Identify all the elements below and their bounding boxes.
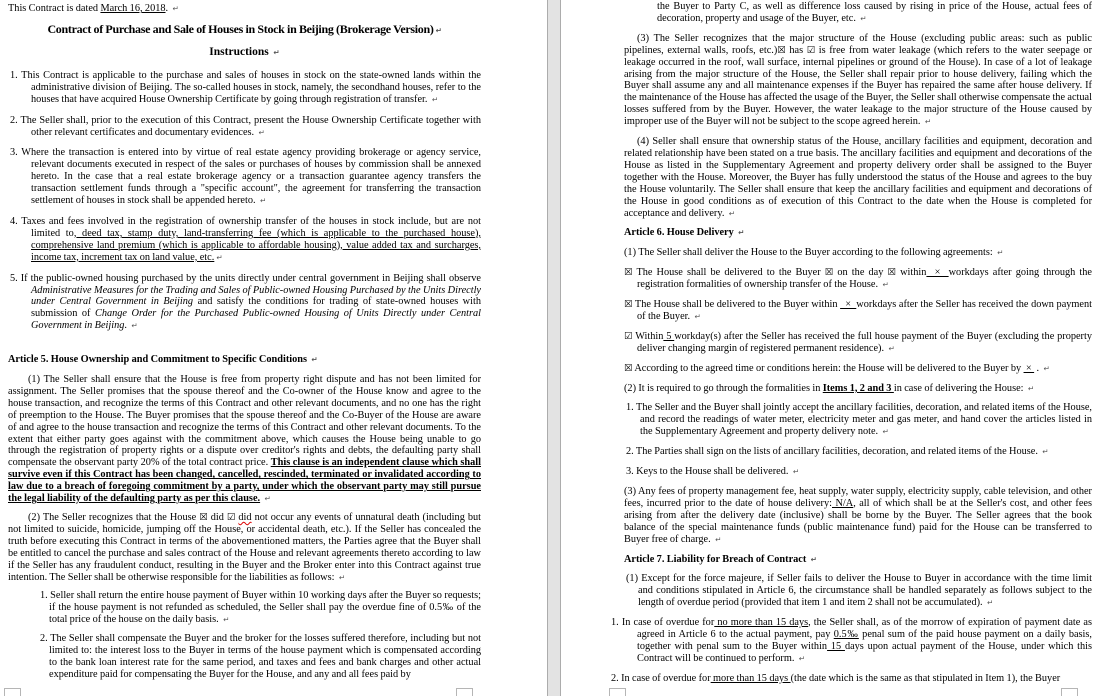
- contract-date-line: [8, 3, 481, 15]
- text-run: ×: [1023, 362, 1035, 374]
- instruction-item-4: [10, 216, 481, 264]
- article-5-clause-1: [8, 374, 481, 505]
- text-run: 5: [663, 330, 675, 342]
- text-run: 3. Keys to the House shall be delivered.: [626, 466, 791, 478]
- article-6-clause-2: [624, 383, 1092, 395]
- article-5-heading: [8, 354, 481, 366]
- text-run: 2. The Seller shall compensate the Buyer and the broker for the losses suffered therefore, including but not limited to: the interest loss to the Buyer in terms of the house payment which is compensated according to the bank loan interest rate for the same period, and taxes and fees and bank charges and other actual expenditure paid for compensating the Buyer for the House, and any and all fees paid by: [40, 633, 481, 680]
- paragraph-mark-icon: ↵: [435, 25, 442, 35]
- paragraph-mark-icon: ↵: [810, 554, 817, 564]
- text-run: According to the agreed time or conditions herein: the House will be delivered to the Buyer by: [632, 362, 1024, 374]
- paragraph-mark-icon: ↵: [338, 572, 346, 582]
- paragraph-mark-icon: ↵: [1042, 447, 1049, 457]
- text-run: has: [785, 44, 807, 56]
- text-run: in case of delivering the House:: [893, 382, 1026, 394]
- checkbox-icon: ☑: [624, 330, 633, 342]
- text-run: , all of which shall be at the Seller's cost, and other fees arising from after the delivery date (inclusive) shall be borne by the Buyer. The Seller agrees that the book balance of the special maintenance funds (public maintenance fund) paid for the House can be transferred to Buyer free of charge.: [624, 497, 1092, 545]
- liability-item-2-continuation: [657, 1, 1092, 25]
- instruction-item-5: [10, 273, 481, 333]
- instruction-item-1: [10, 70, 481, 106]
- delivery-formality-item-1: [626, 402, 1092, 438]
- delivery-option-1: [624, 267, 1092, 291]
- text-run: 1. The Seller and the Buyer shall jointly accept the ancillary facilities, decoration, and related items of the House, and record the readings of water meter, electricity meter and gas meter, and hand cover the articles listed in the Supplementary Agreement and property delivery note.: [626, 402, 1092, 438]
- delivery-formality-item-2: [626, 446, 1092, 458]
- crop-mark: [4, 688, 21, 696]
- text-run: 2. The Parties shall sign on the lists of ancillary facilities, decoration, and related items of the House.: [626, 446, 1041, 458]
- article-7-clause-1: [626, 573, 1092, 609]
- delivery-option-3: [624, 331, 1092, 355]
- text-run: March 16, 2018: [100, 3, 166, 14]
- paragraph-mark-icon: ↵: [259, 196, 267, 206]
- article-6-clause-1: [624, 247, 1092, 259]
- checkbox-icon: ☒: [777, 44, 786, 56]
- overdue-item-2: [611, 673, 1092, 685]
- overdue-item-1: [611, 617, 1092, 665]
- text-run: penal sum of the paid house payment on a daily basis, together with penal sum to the Buyer within: [637, 629, 1092, 652]
- article-6-clause-3: [624, 486, 1092, 546]
- paragraph-mark-icon: ↵: [715, 534, 722, 544]
- delivery-formality-item-3: [626, 466, 1092, 478]
- text-run: did: [238, 512, 252, 523]
- text-run: 4. Taxes and fees involved in the registration of ownership transfer of the houses in stock include, but are not limited to,: [10, 215, 481, 239]
- page-2-content: [611, 1, 1093, 685]
- article-5-liability-item-2: [40, 633, 481, 681]
- checkbox-icon: ☒: [887, 267, 896, 279]
- text-run: (3) Any fees of property management fee, heat supply, water supply, electricity supply, cable television, and other fees, incurred prior to the date of house delivery:: [624, 486, 1092, 509]
- text-run: , the Seller shall, as of the morrow of expiration of payment date as agreed in Article 6 to the actual payment, pay: [637, 617, 1092, 641]
- paragraph-mark-icon: ↵: [738, 228, 745, 238]
- text-run: Change Order for the Purchased Public-owned Housing of Units Directly under Central Government in Beijing: [31, 308, 481, 332]
- paragraph-mark-icon: ↵: [1043, 363, 1050, 373]
- text-run: [260, 493, 262, 504]
- paragraph-mark-icon: ↵: [987, 598, 994, 608]
- instructions-heading: [8, 45, 481, 60]
- text-run: 0.5‰: [833, 629, 859, 641]
- delivery-option-4: [624, 363, 1092, 375]
- text-run: .: [165, 3, 171, 14]
- crop-mark: [1061, 688, 1078, 696]
- paragraph-mark-icon: ↵: [798, 653, 806, 663]
- text-run: (3) The Seller recognizes that the major structure of the House (excluding public areas: such as public pipelines, external walls, roofs, etc.): [624, 32, 1092, 56]
- text-run: 1. In case of overdue for: [611, 617, 715, 629]
- paragraph-mark-icon: ↵: [258, 127, 265, 137]
- paragraph-mark-icon: ↵: [728, 208, 736, 218]
- text-run: This clause is an independent clause which shall survive even if this Contract has been changed, cancelled, rescinded, terminated or invalidated according to law due to a breach of foregoing commitment by a party, under which the observant party may still pursue the legal liability of the defaulting party as per this clause.: [8, 457, 481, 505]
- text-run: Instructions: [209, 45, 272, 58]
- checkbox-icon: ☑: [806, 44, 816, 56]
- text-run: on the day: [833, 267, 888, 279]
- paragraph-mark-icon: ↵: [997, 248, 1004, 258]
- instruction-item-2: [10, 115, 481, 139]
- article-6-heading: [624, 227, 1092, 239]
- text-run: and satisfy the conditions for trading of state-owned houses with submission of: [31, 296, 481, 320]
- page-1-content: [8, 3, 481, 681]
- article-5-clause-3: [624, 33, 1092, 128]
- text-run: Within: [632, 330, 664, 342]
- paragraph-mark-icon: ↵: [223, 615, 230, 625]
- text-run: not occur any events of unnatural death (including but not limited to suicide, homicide, jumping off the House, or accidental death, etc.). If the Seller has concealed the truth before executing this Contract in terms of the abovementioned matters, the Parties agree that the Buyer shall be entitled to cancel the purchase and sales contract of the House and relevant agreements thereto according to law if the Seller has any fraudulent conduct, resulting in the Buyer and the Broker enter into this Contract against true intention. The Seller shall be otherwise responsible for the liabilities as follows:: [8, 512, 481, 583]
- paragraph-mark-icon: ↵: [882, 280, 889, 290]
- paragraph-mark-icon: ↵: [216, 252, 223, 262]
- instruction-item-3: [10, 147, 481, 207]
- text-run: .: [124, 320, 130, 332]
- text-run: N/A: [832, 497, 854, 509]
- text-run: Contract of Purchase and Sale of Houses in Stock in Beijing (Brokerage Version): [47, 21, 434, 36]
- paragraph-mark-icon: ↵: [172, 4, 179, 13]
- text-run: is free from water leakage (which refers to the water seepage or leakage occurred in the roof, wall surface, internal pipelines or ground of the House). In case of a lot of leakage arising from the major structure of the House, the Seller shall repair prior to house delivery, failing which the Buyer shall assume any and all maintenance expenses if the Buyer has repaired the same after house delivery. If the maintenance of the House has affected the usage of the Buyer, the Seller shall otherwise compensate the actual losses suffered from by the Buyer. However, the water leakage to the major structure of the House caused by improper use of the Buyer will not be subject to the scope agreed herein.: [624, 44, 1092, 128]
- checkbox-icon: ☒: [824, 267, 834, 279]
- text-run: the Buyer to Party C, as well as difference loss caused by rising in price of the House, actual fees of decoration, property and usage of the Buyer, etc.: [657, 1, 1092, 24]
- checkbox-icon: ☒: [624, 362, 633, 374]
- text-run: (1) Except for the force majeure, if Seller fails to deliver the House to Buyer in accordance with the time limit and conditions stipulated in Article 6, the circumstance shall be handled separately as follows subject to the length of overdue period (provided that item 1 and item 2 shall not be accumulated).: [626, 573, 1092, 609]
- text-run: days upon actual payment of the House, under which this Contract will be continued to perform.: [637, 640, 1093, 664]
- checkbox-icon: ☑: [226, 512, 236, 523]
- text-run: .: [1034, 362, 1042, 374]
- delivery-option-2: [624, 299, 1092, 323]
- text-run: Article 7. Liability for Breach of Contract: [624, 553, 809, 565]
- text-run: (1) The Seller shall deliver the House to the Buyer according to the following agreements:: [624, 247, 996, 259]
- text-run: 15: [827, 640, 845, 652]
- checkbox-icon: ☒: [199, 512, 208, 523]
- text-run: 2. In case of overdue for: [611, 672, 711, 684]
- article-5-clause-2: [8, 512, 481, 583]
- text-run: 2. The Seller shall, prior to the execution of this Contract, present the House Ownership Certificate together with other relevant certificates and documentary evidences.: [10, 114, 481, 138]
- paragraph-mark-icon: ↵: [273, 47, 280, 57]
- text-run: (1) The Seller shall ensure that the House is free from property right dispute and has not been limited for assignment. The Seller promises that the spouse thereof and the Co-owner of the House know and agree to the house transaction, and recognize the terms of this Contract and other relevant documents, and no one has the right of preemption to the House. The Buyer promises that the spouse thereof and the Co-Buyer of the House are aware of and agree to the house transaction and recognize the terms of this Contract and other relevant documents. To the extent that either party goes against with the commitment above, which causes the House being unable to go through the registration of property rights or a dispute over creditor's rights and debts, the defaulting party shall compensate the observant party 20% of the total contract price.: [8, 374, 481, 469]
- text-run: ×: [840, 299, 857, 311]
- paragraph-mark-icon: ↵: [792, 467, 800, 477]
- text-run: 1. Seller shall return the entire house payment of Buyer within 10 working days after the Buyer so requests; if the house payment is not refunded as scheduled, the Seller shall pay the overdue fine of 0.5‰ of the total price of the house on the daily basis.: [40, 590, 481, 626]
- paragraph-mark-icon: ↵: [924, 117, 932, 127]
- text-run: workday(s) after the Seller has received the full house payment of the Buyer (excluding the property deliver changing margin of registered permanent residence).: [637, 330, 1092, 354]
- checkbox-icon: ☒: [624, 299, 633, 311]
- document-title: [8, 21, 481, 39]
- paragraph-mark-icon: ↵: [1027, 383, 1035, 393]
- text-run: (4) Seller shall ensure that ownership status of the House, ancillary facilities and equipment, decoration and related relationship have been stated on a true basis. The ancillary facilities and equipment and decorations of the House as listed in the Supplementary Agreement and property delivery order shall be assigned to the Buyer together with the House. Moreover, the Buyer has fully understood the status of the House and agrees to the buy the House voluntarily. The Seller shall ensure that keep the ancillary facilities and equipment and decorations of the House in good conditions as of execution of this Contract to the date when the House is completed for acceptance and delivery.: [624, 136, 1092, 219]
- text-run: The House shall be delivered to the Buyer within: [632, 299, 841, 311]
- page-1[interactable]: [0, 0, 548, 696]
- article-5-clause-4: [624, 136, 1092, 219]
- article-5-liability-item-1: [40, 590, 481, 626]
- text-run: Administrative Measures for the Trading and Sales of Public-owned Housing Purchased by the Units Directly under Central Government in Beijing: [31, 284, 481, 308]
- text-run: (the date which is the same as that stipulated in Item 1), the Buyer: [790, 672, 1061, 684]
- text-run: within: [895, 267, 927, 279]
- text-run: Article 5. House Ownership and Commitment to Specific Conditions: [8, 354, 310, 366]
- text-run: no more than 15 days: [714, 617, 809, 629]
- text-run: 5. If the public-owned housing purchased by the units directly under central government in Beijing shall observe: [10, 272, 481, 284]
- text-run: workdays after going through the registration formalities of ownership transfer of the House.: [637, 267, 1092, 291]
- paragraph-mark-icon: ↵: [311, 355, 318, 365]
- article-7-heading: [624, 554, 1092, 566]
- paragraph-mark-icon: ↵: [860, 13, 867, 23]
- text-run: This Contract is dated: [8, 3, 101, 14]
- crop-mark: [456, 688, 473, 696]
- text-run: workdays after the Seller has received the down payment of the Buyer.: [637, 299, 1092, 322]
- text-run: 1. This Contract is applicable to the purchase and sales of houses in stock on the state-owned lands within the administrative division of Beijing. The so-called houses in stock, namely, the secondhand houses, refer to the houses that have acquired House Ownership Certificate by going through registration of transfer.: [10, 69, 481, 105]
- paragraph-mark-icon: ↵: [264, 494, 271, 504]
- text-run: ×: [926, 267, 949, 279]
- checkbox-icon: ☒: [624, 267, 633, 279]
- text-run: deed tax, stamp duty, land-transferring fee (which is applicable to the purchased house), comprehensive land premium (which is applicable to affordable housing), value added tax and surcharges, income tax, increment tax on land value, etc.: [31, 227, 481, 263]
- text-run: more than 15 days: [710, 672, 791, 684]
- text-run: Items 1, 2 and 3: [822, 382, 894, 394]
- text-run: did: [207, 512, 227, 523]
- paragraph-mark-icon: ↵: [694, 311, 701, 321]
- paragraph-mark-icon: ↵: [882, 427, 889, 437]
- text-run: (2) The Seller recognizes that the House: [28, 512, 200, 523]
- text-run: (2) It is required to go through the formalities in: [624, 382, 823, 394]
- crop-mark: [609, 688, 626, 696]
- page-2[interactable]: [560, 0, 1107, 696]
- text-run: Article 6. House Delivery: [624, 227, 737, 239]
- paragraph-mark-icon: ↵: [888, 343, 895, 353]
- paragraph-mark-icon: ↵: [431, 94, 439, 104]
- text-run: 3. Where the transaction is entered into by virtue of real estate agency providing brokerage or agency service, relevant documents executed in respect of the sales or purchases of houses by commission shall be annexed hereto. In the case that a real estate brokerage agency or a transaction guarantee agency transfers the transaction settlement funds through a "specific account", the agreement for transferring the transaction settlement of houses in stock shall be appended hereto.: [10, 147, 481, 207]
- text-run: The House shall be delivered to the Buyer: [632, 267, 825, 279]
- paragraph-mark-icon: ↵: [131, 321, 138, 331]
